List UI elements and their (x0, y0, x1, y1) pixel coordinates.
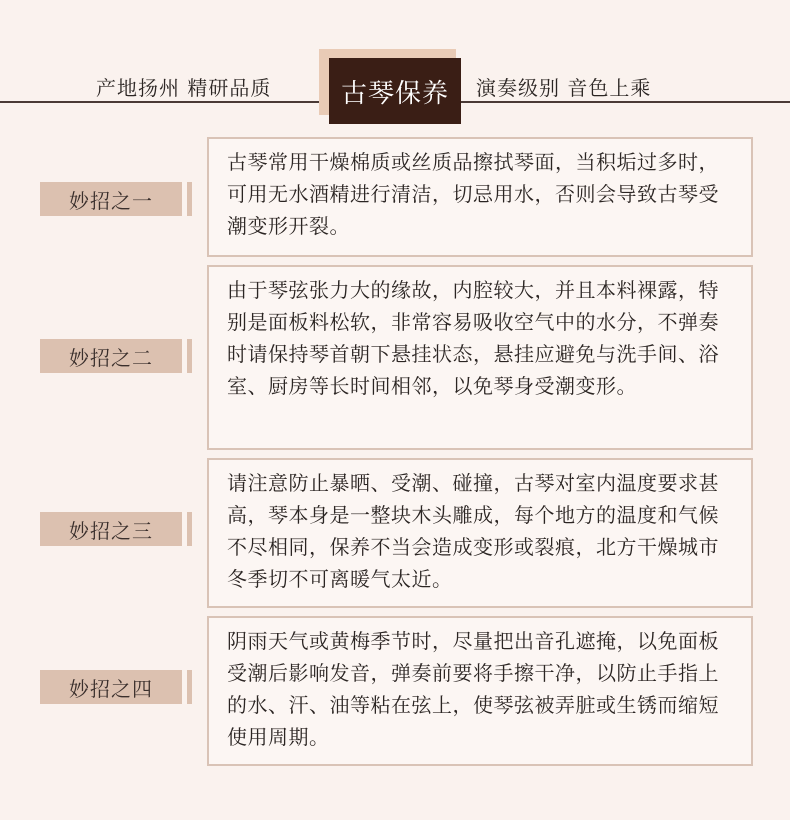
tip-card-2: 由于琴弦张力大的缘故，内腔较大，并且本料裸露，特别是面板料松软，非常容易吸收空气中的水分，不弹奏时请保持琴首朝下悬挂状态，悬挂应避免与洗手间、浴室、厨房等长时间相邻，以免琴身受潮变形。 (207, 265, 753, 450)
tip-label-3: 妙招之三 (40, 512, 187, 546)
tip-card-3: 请注意防止暴晒、受潮、碰撞，古琴对室内温度要求甚高，琴本身是一整块木头雕成，每个地方的温度和气候不尽相同，保养不当会造成变形或裂痕，北方干燥城市冬季切不可离暖气太近。 (207, 458, 753, 608)
tip-label-4: 妙招之四 (40, 670, 187, 704)
tip-label-1: 妙招之一 (40, 182, 187, 216)
page-title: 古琴保养 (329, 58, 461, 124)
tip-card-1: 古琴常用干燥棉质或丝质品擦拭琴面，当积垢过多时，可用无水酒精进行清洁，切忌用水，否则会导致古琴受潮变形开裂。 (207, 137, 753, 257)
header-left-slogan: 产地扬州 精研品质 (96, 76, 272, 100)
tip-card-4: 阴雨天气或黄梅季节时，尽量把出音孔遮掩，以免面板受潮后影响发音，弹奏前要将手擦干净，以防止手指上的水、汗、油等粘在弦上，使琴弦被弄脏或生锈而缩短使用周期。 (207, 616, 753, 766)
tip-label-2: 妙招之二 (40, 339, 187, 373)
header-right-slogan: 演奏级别 音色上乘 (476, 76, 652, 100)
